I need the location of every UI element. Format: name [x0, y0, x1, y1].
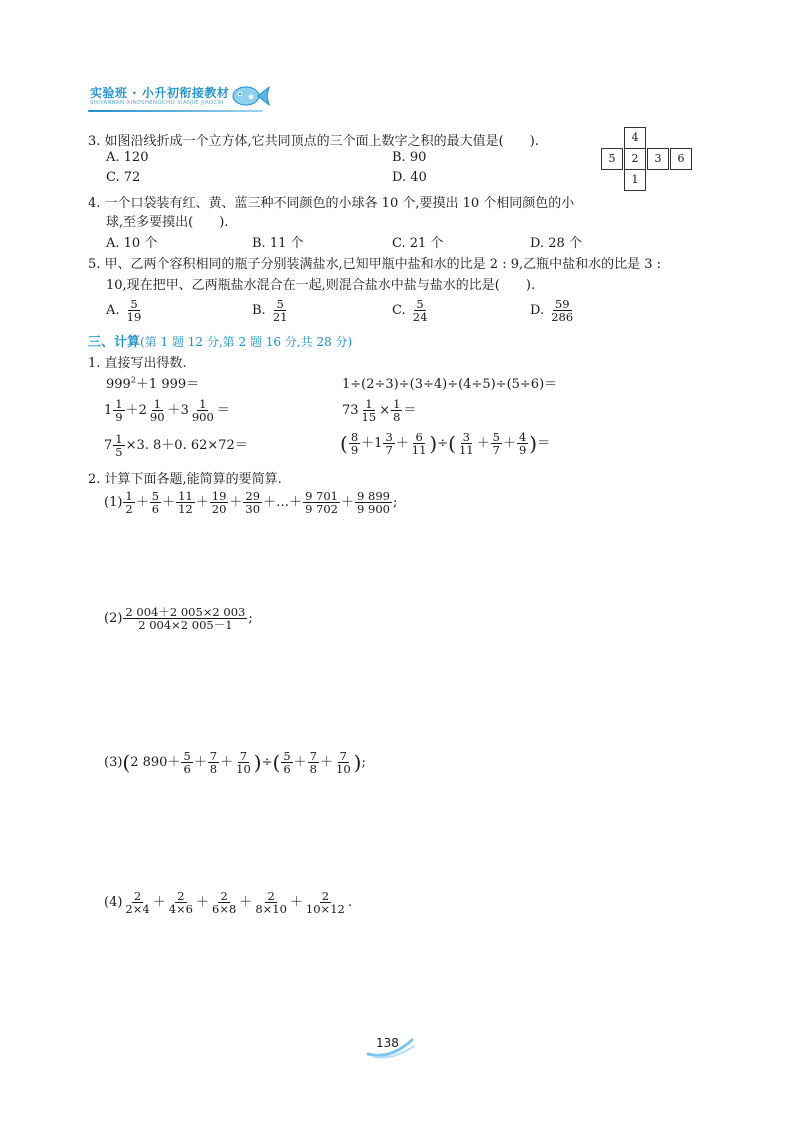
question-4-line2: 球,至多要摸出( ).: [106, 215, 229, 230]
part-1-title: 1. 直接写出得数.: [88, 356, 187, 371]
question-4-line1: 4. 一个口袋装有红、黄、蓝三种不同颜色的小球各 10 个,要摸出 10 个相同颜色的小: [88, 196, 575, 211]
fraction: $\frac{5}{24}$: [412, 297, 428, 325]
problem-2-4: (4) $\frac{2}{2\times 4}$ ＋ $\frac{2}{4\times 6}$ ＋ $\frac{2}{6\times 8}$ ＋ $\frac{2}{8\times 10}$ ＋ $\frac{2}{10\times 12}$ .: [104, 889, 352, 917]
q5-option-d: D. $\frac{59}{286}$: [530, 297, 574, 325]
expr-decimal-mix: 7 $\frac{1}{5}$ ×3. 8＋0. 62×72＝: [104, 432, 248, 460]
question-3-text: 3. 如图沿线折成一个立方体,它共同顶点的三个面上数字之积的最大值是( ).: [88, 134, 539, 149]
section-3-heading: 三、计算(第 1 题 12 分,第 2 题 16 分,共 28 分): [88, 335, 353, 350]
problem-2-2: (2) $\frac{2 004+2 005\times 2 003}{2 004\times 2 005-1}$ ;: [104, 605, 253, 633]
q4-option-b: B. 11 个: [252, 236, 304, 251]
net-face: 4: [624, 127, 646, 149]
fraction: $\frac{5}{21}$: [272, 297, 288, 325]
header-underline: [88, 110, 263, 112]
q5-option-b: B. $\frac{5}{21}$: [252, 297, 288, 325]
q5-option-a: A. $\frac{5}{19}$: [106, 297, 142, 325]
header-title: 实验班 · 小升初衔接教材: [90, 86, 230, 100]
q3-option-d: D. 40: [392, 170, 427, 185]
question-5-line2: 10,现在把甲、乙两瓶盐水混合在一起,则混合盐水中盐与盐水的比是( ).: [106, 278, 536, 293]
net-face: 3: [647, 148, 669, 170]
expr-mixed-product: 73 $\frac{1}{15}$ × $\frac{1}{8}$ ＝: [342, 397, 417, 425]
q5-option-c: C. $\frac{5}{24}$: [392, 297, 428, 325]
q3-option-c: C. 72: [106, 170, 141, 185]
net-face: 2: [624, 148, 646, 170]
header-subtitle: SHIYANBAN XIAOSHENGCHU XIANJIE JIAOCAI: [90, 100, 224, 106]
part-2-title: 2. 计算下面各题,能简算的要简算.: [88, 472, 282, 487]
expr-division-chain: 1÷(2÷3)÷(3÷4)÷(4÷5)÷(5÷6)＝: [342, 377, 558, 392]
header-logo: [88, 84, 278, 112]
problem-2-1: (1) $\frac{1}{2}$ ＋ $\frac{5}{6}$ ＋ $\frac{11}{12}$ ＋ $\frac{19}{20}$ ＋ $\frac{29}{30}$ ＋…＋ $\frac{9 701}{9 702}$ ＋ $\frac{9 899}{9 900}$ ;: [104, 489, 398, 517]
net-face: 6: [670, 148, 692, 170]
fraction: $\frac{5}{19}$: [126, 297, 142, 325]
q3-option-b: B. 90: [392, 150, 427, 165]
expr-bracket-division: ( $\frac{8}{9}$ ＋1 $\frac{3}{7}$ ＋ $\frac{6}{11}$ )÷( $\frac{3}{11}$ ＋ $\frac{5}{7}$ ＋ $\frac{4}{9}$ )＝: [340, 430, 551, 458]
fraction: $\frac{59}{286}$: [551, 297, 574, 325]
fish-icon: [228, 82, 270, 108]
q4-option-d: D. 28 个: [530, 236, 582, 251]
cube-net-diagram: [601, 127, 693, 197]
problem-2-3: (3)(2 890＋ $\frac{5}{6}$ ＋ $\frac{7}{8}$ ＋ $\frac{7}{10}$ )÷( $\frac{5}{6}$ ＋ $\frac{7}{8}$ ＋ $\frac{7}{10}$ );: [104, 749, 366, 777]
expr-999-squared: $999^2+1$ 999＝: [106, 375, 200, 392]
net-face: 5: [601, 148, 623, 170]
page-number: 138: [376, 1036, 399, 1050]
expr-mixed-sum: 1 $\frac{1}{9}$ ＋2 $\frac{1}{90}$ ＋3 $\frac{1}{900}$ ＝: [104, 397, 230, 425]
question-5-line1: 5. 甲、乙两个容积相同的瓶子分别装满盐水,已知甲瓶中盐和水的比是 2 : 9,乙瓶中盐和水的比是 3 :: [88, 257, 662, 272]
q4-option-c: C. 21 个: [392, 236, 444, 251]
q3-option-a: A. 120: [106, 150, 149, 165]
net-face: 1: [624, 169, 646, 191]
q4-option-a: A. 10 个: [106, 236, 158, 251]
